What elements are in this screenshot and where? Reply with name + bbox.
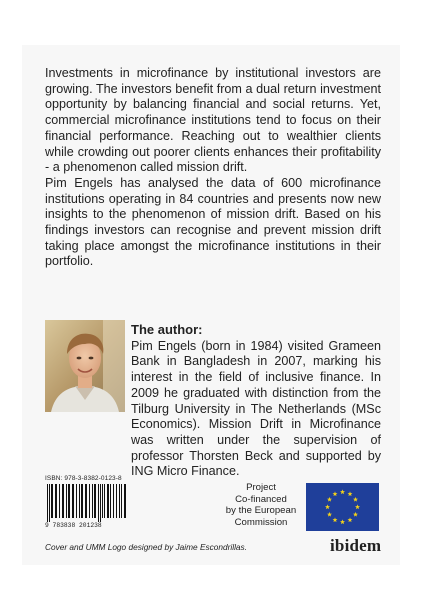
author-portrait-image bbox=[45, 320, 125, 412]
eu-text-line: Commission bbox=[234, 517, 288, 529]
eu-text-line: by the European bbox=[225, 505, 297, 517]
barcode-icon bbox=[45, 484, 129, 522]
blurb-paragraph: Pim Engels has analysed the data of 600 microfinance institutions operating in 84 countries and presents now new insights to the phenomenon of mission drift. Based on his findings investors can recognise and prevent mission drift taking place amongst the microfinance institutions in their portfolio. bbox=[45, 175, 381, 269]
book-blurb bbox=[45, 66, 381, 270]
author-bio: Pim Engels (born in 1984) visited Grameen Bank in Bangladesh in 2007, marking his interest in the field of inclusive finance. In 2009 he graduated with distinction from the Tilburg University in The Netherlands (MSc Economics). Mission Drift in Microfinance was written under the supervision of professor Thorsten Beck and supported by ING Micro Finance. bbox=[131, 338, 381, 479]
isbn-digits: 9 783838 201238 bbox=[45, 522, 102, 529]
eu-text-line: Project bbox=[246, 482, 276, 493]
isbn-label: ISBN: 978-3-8382-0123-8 bbox=[45, 475, 122, 482]
eu-text-line: Co-financed bbox=[235, 493, 287, 505]
author-section bbox=[131, 322, 381, 480]
author-heading: The author: bbox=[131, 322, 203, 337]
isbn-barcode-block bbox=[45, 475, 129, 529]
blurb-paragraph: Investments in microfinance by institutional investors are growing. The investors benefit from a dual return investment opportunity by balancing financial and social returns. Yet, commercial microfinance institutions tend to focus on their financial performance. Reaching out to wealthier clients while crowding out poorer clients enhances their profitability - a phenomenon called mission drift. bbox=[45, 66, 381, 175]
author-photo bbox=[45, 320, 125, 412]
publisher-logo: ibidem bbox=[330, 536, 382, 555]
eu-flag-icon bbox=[306, 483, 379, 531]
cover-design-credit: Cover and UMM Logo designed by Jaime Escondrillas. bbox=[45, 542, 247, 552]
eu-cofinancing-note bbox=[225, 482, 297, 529]
